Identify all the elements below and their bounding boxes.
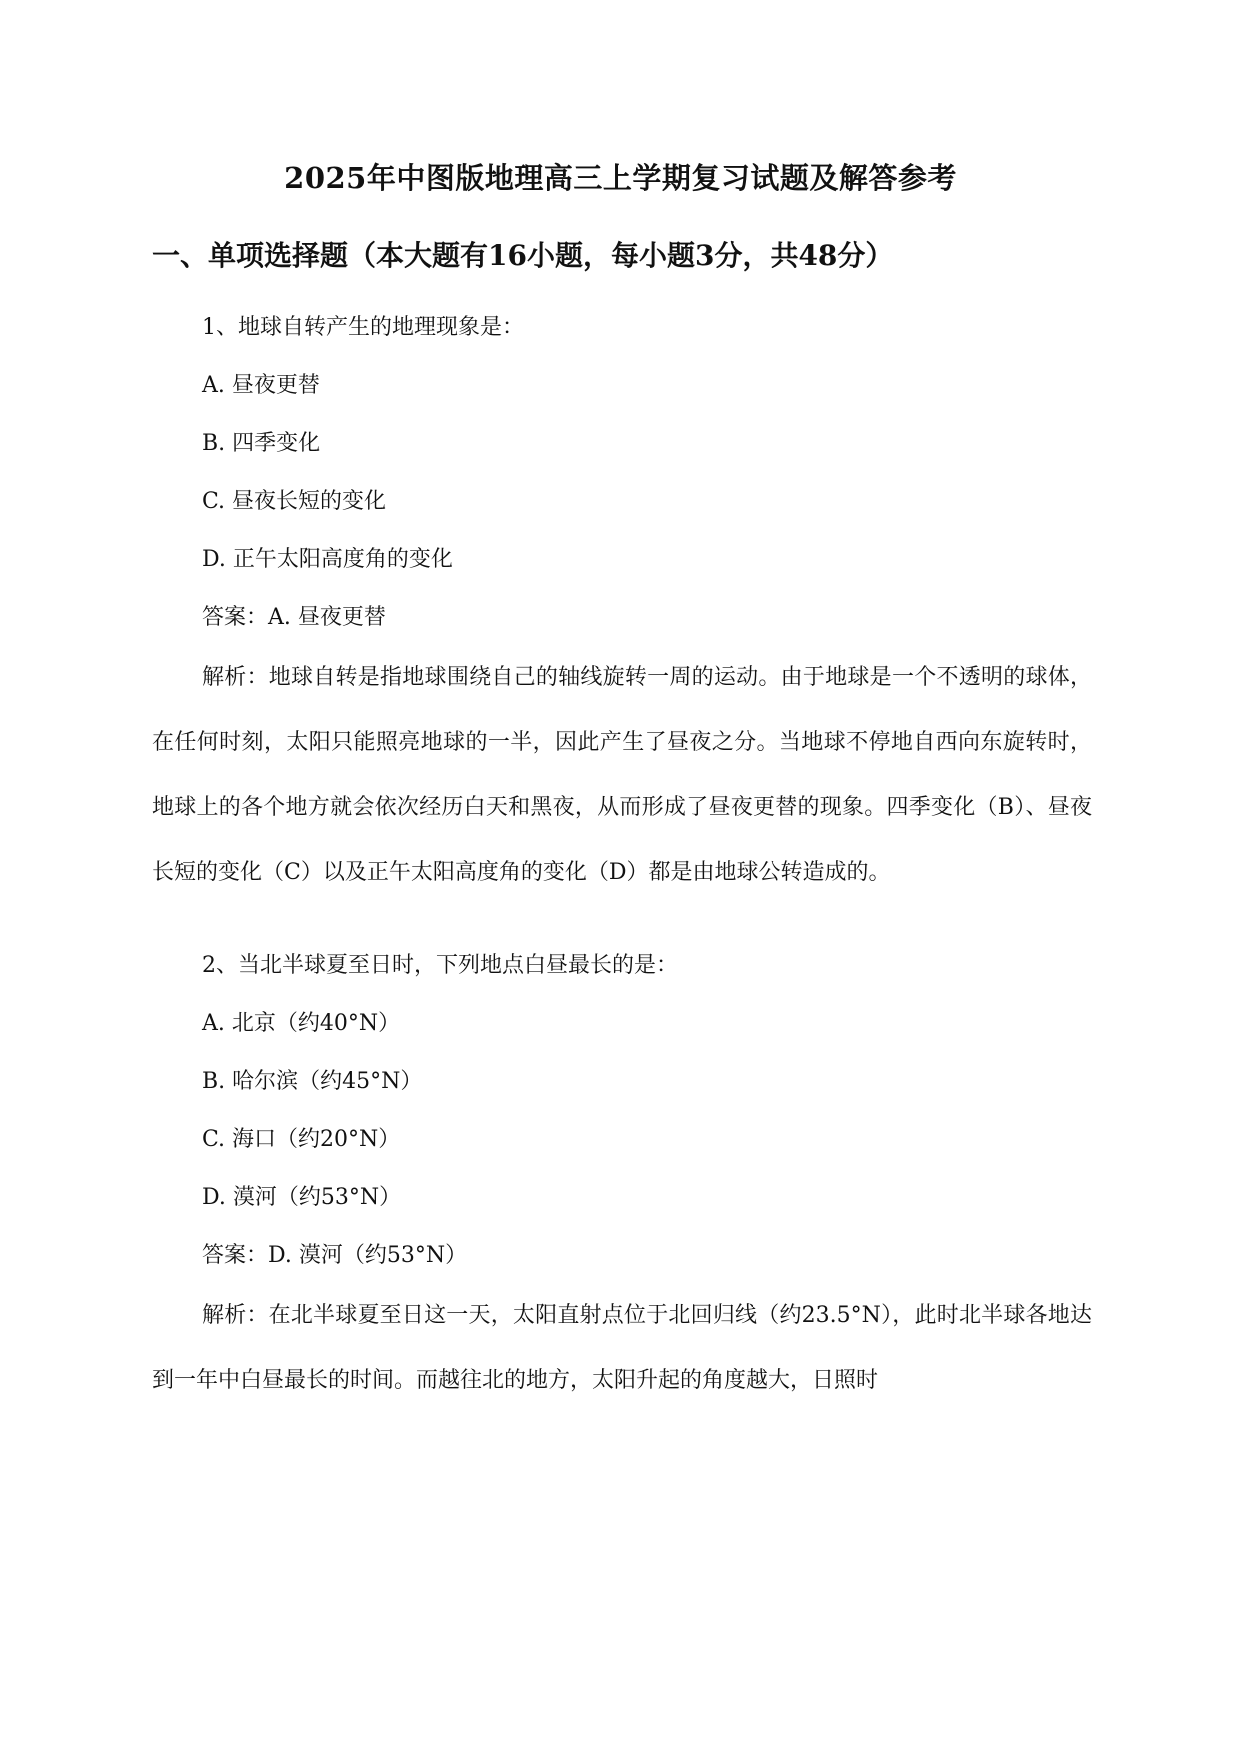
question-2-stem: 2、当北半球夏至日时，下列地点白昼最长的是：: [202, 953, 678, 978]
question-1-option-a: A. 昼夜更替: [202, 373, 320, 398]
document-title: 2025年中图版地理高三上学期复习试题及解答参考: [284, 161, 957, 195]
question-2-option-a: A. 北京（约40°N）: [202, 1011, 401, 1036]
question-1-option-b: B. 四季变化: [202, 431, 321, 456]
question-2-analysis: 解析：在北半球夏至日这一天，太阳直射点位于北回归线（约23.5°N），此时北半球各地达到一年中白昼最长的时间。而越往北的地方，太阳升起的角度越大，日照时: [152, 1303, 1092, 1393]
section-heading: 一、单项选择题（本大题有16小题，每小题3分，共48分）: [152, 239, 894, 272]
question-2-option-d: D. 漠河（约53°N）: [202, 1185, 402, 1210]
question-1-stem: 1、地球自转产生的地理现象是：: [202, 315, 524, 340]
question-2-answer: 答案：D. 漠河（约53°N）: [202, 1243, 468, 1268]
question-1-answer: 答案：A. 昼夜更替: [202, 605, 386, 630]
question-2-option-c: C. 海口（约20°N）: [202, 1127, 401, 1152]
question-1-option-c: C. 昼夜长短的变化: [202, 489, 387, 514]
question-1-option-d: D. 正午太阳高度角的变化: [202, 547, 453, 572]
question-1-analysis: 解析：地球自转是指地球围绕自己的轴线旋转一周的运动。由于地球是一个不透明的球体，在任何时刻，太阳只能照亮地球的一半，因此产生了昼夜之分。当地球不停地自西向东旋转时，地球上的各个地方就会依次经历白天和黑夜，从而形成了昼夜更替的现象。四季变化（B）、昼夜长短的变化（C）以及正午太阳高度角的变化（D）都是由地球公转造成的。: [152, 665, 1092, 885]
question-2-option-b: B. 哈尔滨（约45°N）: [202, 1069, 423, 1094]
